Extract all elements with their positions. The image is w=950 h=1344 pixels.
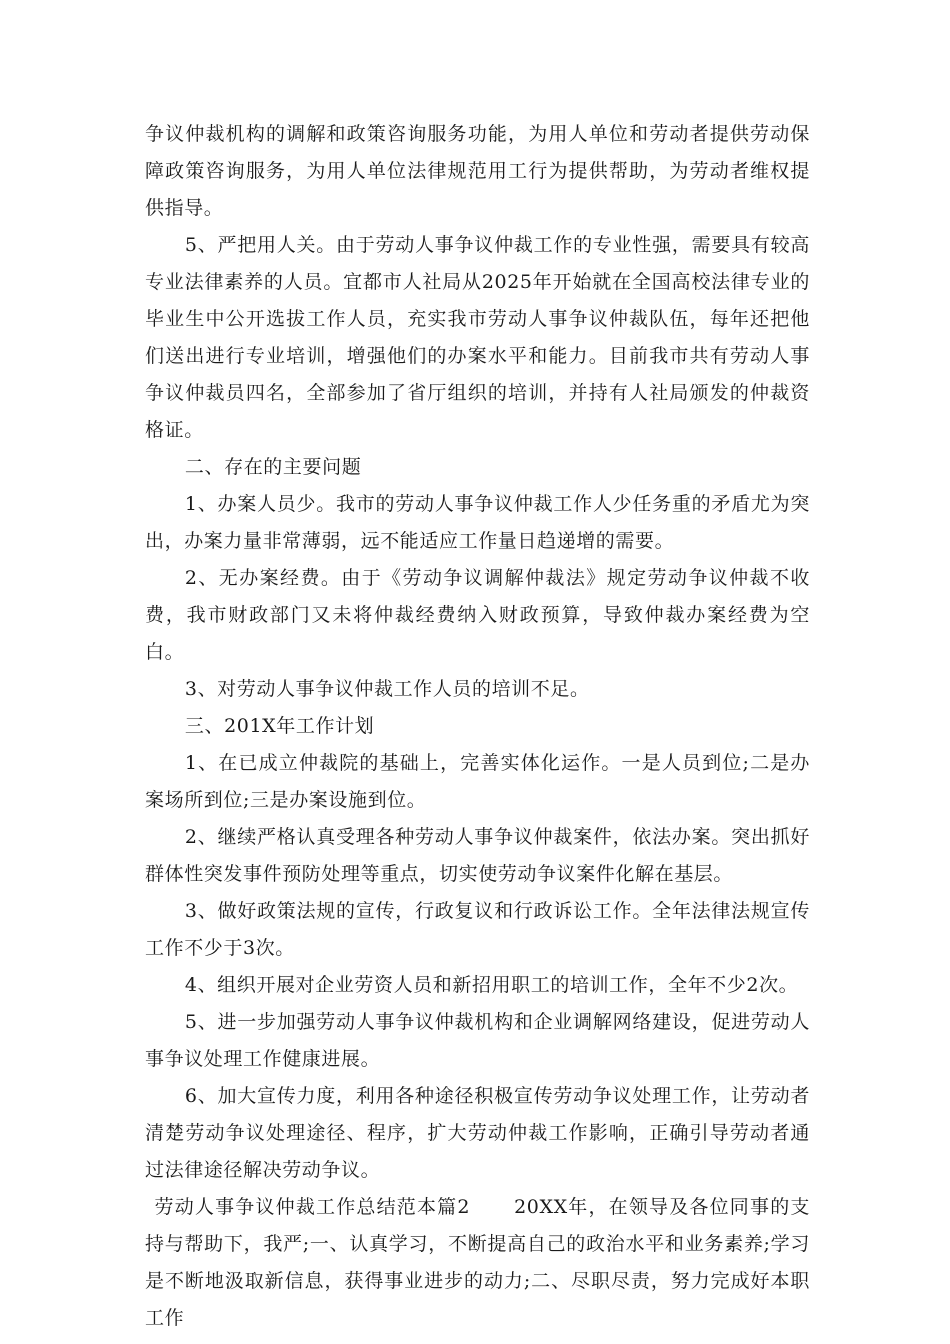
- paragraph-plan-2: 2、继续严格认真受理各种劳动人事争议仲裁案件，依法办案。突出抓好群体性突发事件预防处理等重点，切实使劳动争议案件化解在基层。: [145, 826, 810, 885]
- paragraph-problem-3: 3、对劳动人事争议仲裁工作人员的培训不足。: [184, 678, 590, 700]
- paragraph-section-2: [145, 1189, 810, 1337]
- paragraph-problem-1: 1、办案人员少。我市的劳动人事争议仲裁工作人少任务重的矛盾尤为突出，办案力量非常薄弱，远不能适应工作量日趋递增的需要。: [145, 493, 810, 552]
- section-2-text: 20XX年，在领导及各位同事的支持与帮助下，我严;一、认真学习，不断提高自己的政治水平和业务素养;学习是不断地汲取新信息，获得事业进步的动力;二、尽职尽责，努力完成好本职工作: [145, 1196, 810, 1329]
- section-2-title: 劳动人事争议仲裁工作总结范本篇2: [154, 1196, 471, 1218]
- paragraph-plan-5: 5、进一步加强劳动人事争议仲裁机构和企业调解网络建设，促进劳动人事争议处理工作健康进展。: [145, 1011, 810, 1070]
- paragraph-plan-3: 3、做好政策法规的宣传，行政复议和行政诉讼工作。全年法律法规宣传工作不少于3次。: [145, 900, 810, 959]
- paragraph-plan-1: 1、在已成立仲裁院的基础上，完善实体化运作。一是人员到位;二是办案场所到位;三是办案设施到位。: [145, 752, 810, 811]
- document-body: [145, 116, 810, 1337]
- paragraph-problem-2: 2、无办案经费。由于《劳动争议调解仲裁法》规定劳动争议仲裁不收费，我市财政部门又未将仲裁经费纳入财政预算，导致仲裁办案经费为空白。: [145, 567, 810, 663]
- section-heading-problems: 二、存在的主要问题: [184, 456, 362, 478]
- paragraph-item-5-staffing: 5、严把用人关。由于劳动人事争议仲裁工作的专业性强，需要具有较高专业法律素养的人员。宜都市人社局从2025年开始就在全国高校法律专业的毕业生中公开选拔工作人员，充实我市劳动人事争议仲裁队伍，每年还把他们送出进行专业培训，增强他们的办案水平和能力。目前我市共有劳动人事争议仲裁员四名，全部参加了省厅组织的培训，并持有人社局颁发的仲裁资格证。: [145, 234, 810, 441]
- paragraph-plan-4: 4、组织开展对企业劳资人员和新招用职工的培训工作，全年不少2次。: [184, 974, 799, 996]
- paragraph-plan-6: 6、加大宣传力度，利用各种途径积极宣传劳动争议处理工作，让劳动者清楚劳动争议处理途径、程序，扩大劳动仲裁工作影响，正确引导劳动者通过法律途径解决劳动争议。: [145, 1085, 810, 1181]
- paragraph-continuation: 争议仲裁机构的调解和政策咨询服务功能，为用人单位和劳动者提供劳动保障政策咨询服务，为用人单位法律规范用工行为提供帮助，为劳动者维权提供指导。: [145, 123, 810, 219]
- section-heading-plan: 三、201X年工作计划: [184, 715, 375, 737]
